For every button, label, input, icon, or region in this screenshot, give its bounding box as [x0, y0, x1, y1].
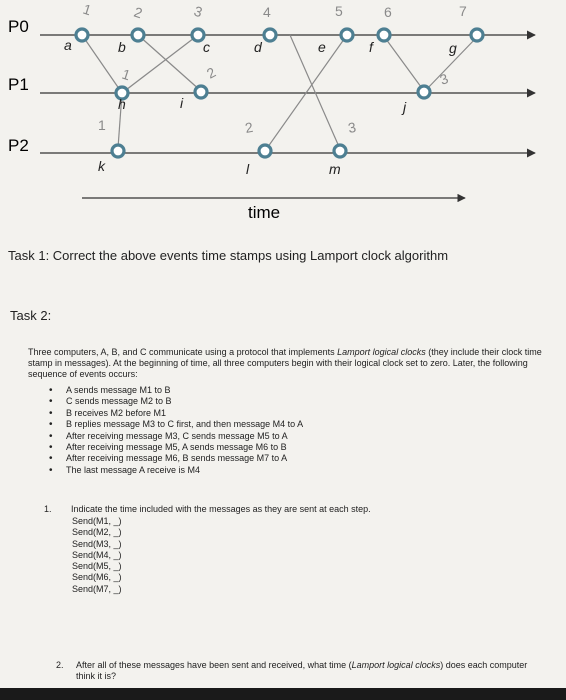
event-node-f [378, 29, 390, 41]
timestamp-p1-j: 3 [437, 70, 451, 88]
event-item: • C sends message M2 to B [44, 396, 303, 407]
event-node-i [195, 86, 207, 98]
timestamp-g: 7 [459, 3, 467, 19]
message-arrow [383, 35, 424, 91]
event-node-k [112, 145, 124, 157]
timestamp-a: 1 [81, 0, 94, 19]
timestamp-p2-l: 2 [243, 118, 255, 136]
question-text-part: After all of these messages have been sent and received, what time ( [76, 660, 352, 670]
send-item: Send(M2, _) [72, 527, 122, 538]
question-text-part: ) does each computer think it is? [76, 660, 528, 681]
question-number: 2. [56, 660, 64, 670]
message-arrow [122, 35, 198, 93]
send-item: Send(M7, _) [72, 583, 122, 594]
event-node-g [471, 29, 483, 41]
send-item: Send(M3, _) [72, 538, 122, 549]
lamport-clock-diagram [0, 0, 566, 230]
event-node-e [341, 29, 353, 41]
event-letter-b: b [118, 39, 126, 55]
event-letter-j: j [403, 99, 407, 115]
event-item: • A sends message M1 to B [44, 385, 303, 396]
message-arrow [82, 35, 122, 93]
task1-instruction: Task 1: Correct the above events time stamps using Lamport clock algorithm [8, 248, 449, 263]
task2-intro [28, 347, 563, 380]
intro-text: Three computers, A, B, and C communicate using a protocol that implements [28, 347, 338, 357]
event-letter-c: c [203, 39, 210, 55]
event-letter-h: h [118, 96, 126, 112]
message-arrow [138, 35, 201, 91]
timestamp-p1-i: 2 [203, 63, 219, 82]
event-node-b [132, 29, 144, 41]
timestamp-f: 6 [384, 4, 392, 20]
event-item: • After receiving message M6, B sends message M7 to A [44, 453, 303, 464]
question-text [76, 660, 546, 682]
time-axis-label: time [248, 203, 281, 222]
question-text: Indicate the time included with the messages as they are sent at each step. [71, 504, 371, 514]
event-letter-k: k [98, 158, 105, 174]
send-list [72, 516, 122, 595]
event-node-d [264, 29, 276, 41]
event-letter-l: l [246, 161, 250, 177]
event-letter-e: e [318, 39, 326, 55]
timestamp-c: 3 [192, 2, 205, 21]
process-label-p1: P1 [8, 75, 29, 94]
process-label-p0: P0 [8, 17, 29, 36]
event-node-m [334, 145, 346, 157]
send-item: Send(M4, _) [72, 549, 122, 560]
event-list [44, 385, 303, 476]
event-item: • After receiving message M5, A sends message M6 to B [44, 442, 303, 453]
message-arrow [290, 35, 340, 149]
event-letter-f: f [369, 39, 373, 55]
event-node-l [259, 145, 271, 157]
event-letter-a: a [64, 37, 72, 53]
task2-title: Task 2: [10, 308, 52, 323]
event-item: • The last message A receive is M4 [44, 465, 303, 476]
timestamp-p2-m: 3 [346, 118, 358, 136]
timestamp-d: 4 [263, 4, 271, 20]
event-letter-m: m [329, 161, 341, 177]
event-node-a [76, 29, 88, 41]
event-letter-d: d [254, 39, 262, 55]
timestamp-e: 5 [335, 3, 343, 19]
timestamp-p2-k: 1 [98, 117, 106, 133]
question-emphasis: Lamport logical clocks [351, 660, 441, 670]
send-item: Send(M1, _) [72, 516, 122, 526]
event-item: • After receiving message M3, C sends message M5 to A [44, 431, 303, 442]
send-item: Send(M6, _) [72, 572, 122, 583]
event-item: • B receives M2 before M1 [44, 408, 303, 419]
intro-text: (they include their clock time stamp in messages). At the beginning of time, all three computers begin with their logical clock set to zero. Later, the following sequence of events occurs: [28, 347, 542, 379]
event-node-j [418, 86, 430, 98]
timestamp-p1-b: 1 [120, 65, 133, 84]
event-letter-i: i [180, 95, 184, 111]
event-letter-g: g [449, 40, 457, 56]
event-item: • B replies message M3 to C first, and then message M4 to A [44, 419, 303, 430]
timestamp-b: 2 [132, 3, 145, 22]
send-item: Send(M5, _) [72, 561, 122, 572]
process-label-p2: P2 [8, 136, 29, 155]
bottom-edge-bar [0, 688, 566, 700]
question-number: 1. [44, 504, 52, 514]
intro-emphasis: Lamport logical clocks [337, 347, 426, 357]
